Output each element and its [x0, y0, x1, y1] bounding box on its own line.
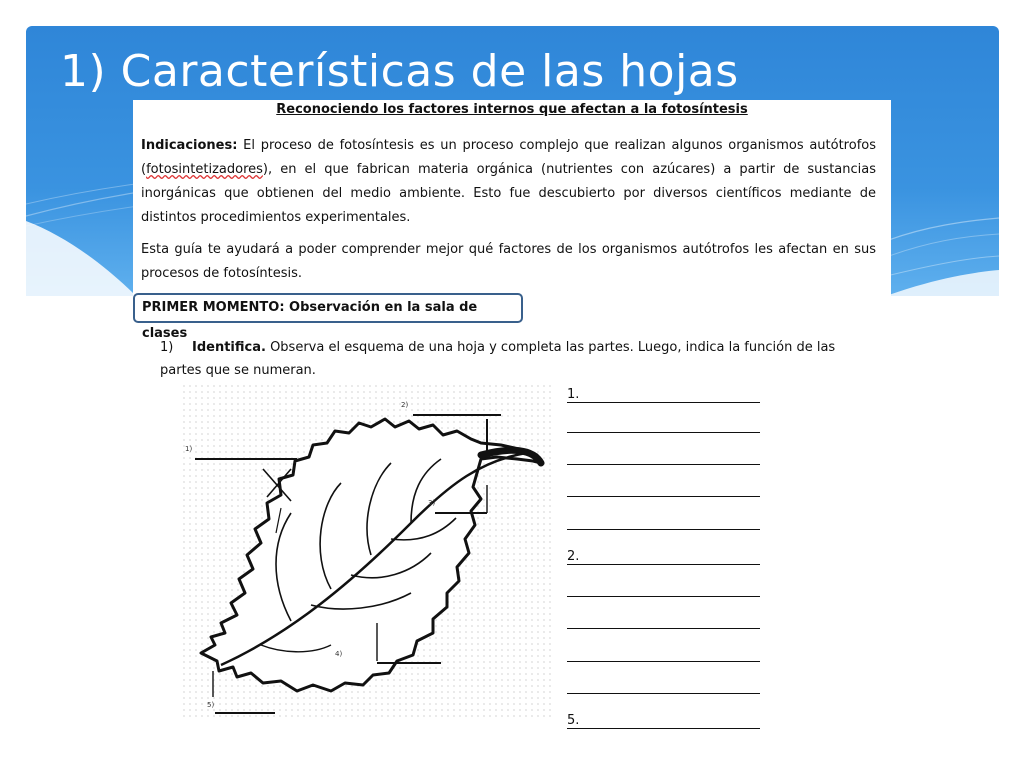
worksheet-heading: Reconociendo los factores internos que afectan a la fotosíntesis — [276, 102, 748, 117]
answer-number-1[interactable]: 1. — [567, 388, 760, 403]
indications-text-a: El proceso de fotosíntesis es un proceso complejo que realizan algunos organismos autótrofos ( — [141, 138, 876, 177]
answer-line[interactable] — [567, 679, 760, 694]
diagram-label-3: 3) — [428, 499, 436, 507]
indications-label: Indicaciones: — [141, 138, 238, 153]
instruction-bold: Identifica. — [192, 340, 266, 355]
guide-paragraph: Esta guía te ayudará a poder comprender mejor qué factores de los organismos autótrofos les afectan en sus procesos de fotosíntesis. — [141, 242, 876, 281]
diagram-label-5: 5) — [207, 701, 215, 709]
leaf-illustration — [181, 383, 551, 718]
answer-number-5[interactable]: 5. — [567, 714, 760, 729]
indications-paragraph — [141, 134, 876, 230]
instruction-text: Observa el esquema de una hoja y completa las partes. Luego, indica la función de las partes que se numeran. — [160, 340, 836, 378]
diagram-label-1: 1) — [185, 445, 193, 453]
answer-number-2[interactable]: 2. — [567, 550, 760, 565]
answer-line[interactable] — [567, 614, 760, 629]
diagram-label-4: 4) — [335, 650, 343, 658]
flagged-word: fotosintetizadores — [146, 162, 263, 177]
slide-title: 1) Características de las hojas — [60, 46, 739, 97]
answer-line[interactable] — [567, 482, 760, 497]
worksheet-document — [133, 100, 891, 750]
answer-line[interactable] — [567, 418, 760, 433]
diagram-label-2: 2) — [401, 401, 409, 409]
indications-text-b: ), en el que fabrican materia orgánica (nutrientes con azúcares) a partir de sustancias inorgánicas que obtienen del medio ambiente. Esto fue descubierto por diversos científicos mediante de distintos procedimientos experimentales. — [141, 162, 876, 225]
answer-line[interactable] — [567, 450, 760, 465]
answer-line[interactable] — [567, 515, 760, 530]
instruction-number: 1) — [160, 340, 174, 355]
leaf-diagram — [181, 383, 551, 718]
answer-line[interactable] — [567, 647, 760, 662]
primer-momento-box: PRIMER MOMENTO: Observación en la sala de clases — [133, 293, 523, 323]
instruction-paragraph — [160, 336, 870, 382]
answer-line[interactable] — [567, 582, 760, 597]
